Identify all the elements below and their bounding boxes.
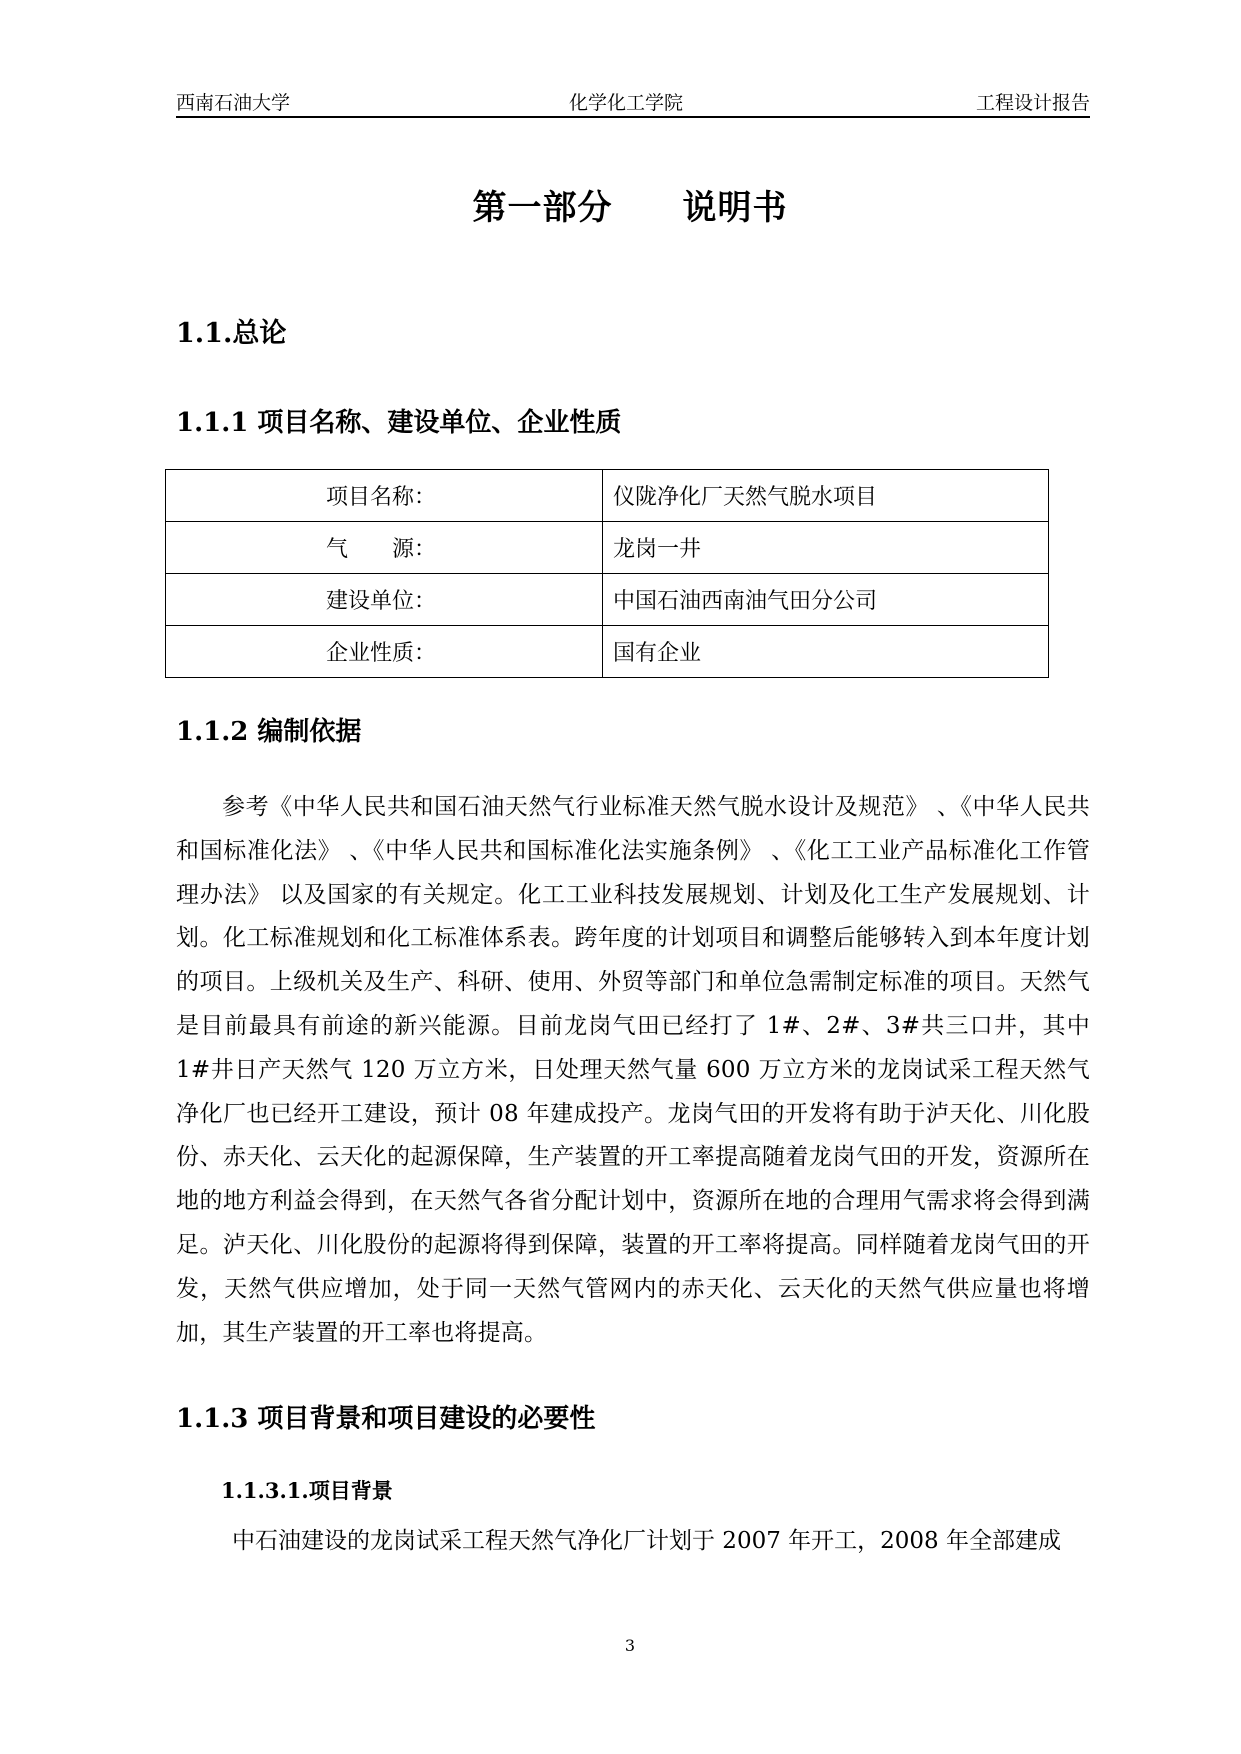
section-heading-1-1-1: 1.1.1 项目名称、建设单位、企业性质 — [176, 408, 622, 438]
background-paragraph: 中石油建设的龙岗试采工程天然气净化厂计划于 2007 年开工，2008 年全部建成 — [232, 1528, 1061, 1554]
table-label-cell: 项目名称： — [166, 470, 603, 522]
document-title — [0, 180, 1241, 229]
header-college: 化学化工学院 — [569, 92, 684, 114]
title-name: 说明书 — [682, 188, 788, 228]
table-row — [166, 522, 1049, 574]
table-row — [166, 470, 1049, 522]
page-header — [176, 86, 1090, 118]
table-value-cell: 中国石油西南油气田分公司 — [603, 574, 1049, 626]
section-heading-1-1: 1.1.总论 — [176, 318, 287, 349]
table-label-cell: 气 源： — [166, 522, 603, 574]
basis-paragraph: 参考《中华人民共和国石油天然气行业标准天然气脱水设计及规范》 、《中华人民共和国标准化法》 、《中华人民共和国标准化法实施条例》 、《化工工业产品标准化工作管理办法》 以及国家的有关规定。化工工业科技发展规划、计划及化工生产发展规划、计划。化工标准规划和化工标准体系表。跨年度的计划项目和调整后能够转入到本年度计划的项目。上级机关及生产、科研、使用、外贸等部门和单位急需制定标准的项目。天然气是目前最具有前途的新兴能源。目前龙岗气田已经打了 1#、2#、3#共三口井，其中 1#井日产天然气 120 万立方米，日处理天然气量 600 万立方米的龙岗试采工程天然气净化厂也已经开工建设，预计 08 年建成投产。龙岗气田的开发将有助于泸天化、川化股份、赤天化、云天化的起源保障，生产装置的开工率提高随着龙岗气田的开发，资源所在地的地方利益会得到，在天然气各省分配计划中，资源所在地的合理用气需求将会得到满足。泸天化、川化股份的起源将得到保障，装置的开工率将提高。同样随着龙岗气田的开发，天然气供应增加，处于同一天然气管网内的赤天化、云天化的天然气供应量也将增加，其生产装置的开工率也将提高。 — [176, 794, 1090, 1346]
header-university: 西南石油大学 — [176, 92, 291, 114]
table-value-cell: 仪陇净化厂天然气脱水项目 — [603, 470, 1049, 522]
table-row — [166, 574, 1049, 626]
header-report-type: 工程设计报告 — [975, 92, 1090, 114]
section-heading-1-1-2: 1.1.2 编制依据 — [176, 717, 362, 747]
table-value-cell: 龙岗一井 — [603, 522, 1049, 574]
table-value-cell: 国有企业 — [603, 626, 1049, 678]
page-number: 3 — [624, 1636, 636, 1655]
table-label-cell: 企业性质： — [166, 626, 603, 678]
project-info-table — [165, 469, 1049, 678]
table-row — [166, 626, 1049, 678]
section-heading-1-1-3: 1.1.3 项目背景和项目建设的必要性 — [176, 1404, 596, 1434]
section-heading-1-1-3-1: 1.1.3.1.项目背景 — [221, 1478, 393, 1503]
table-label-cell: 建设单位： — [166, 574, 603, 626]
title-part: 第一部分 — [472, 188, 613, 228]
